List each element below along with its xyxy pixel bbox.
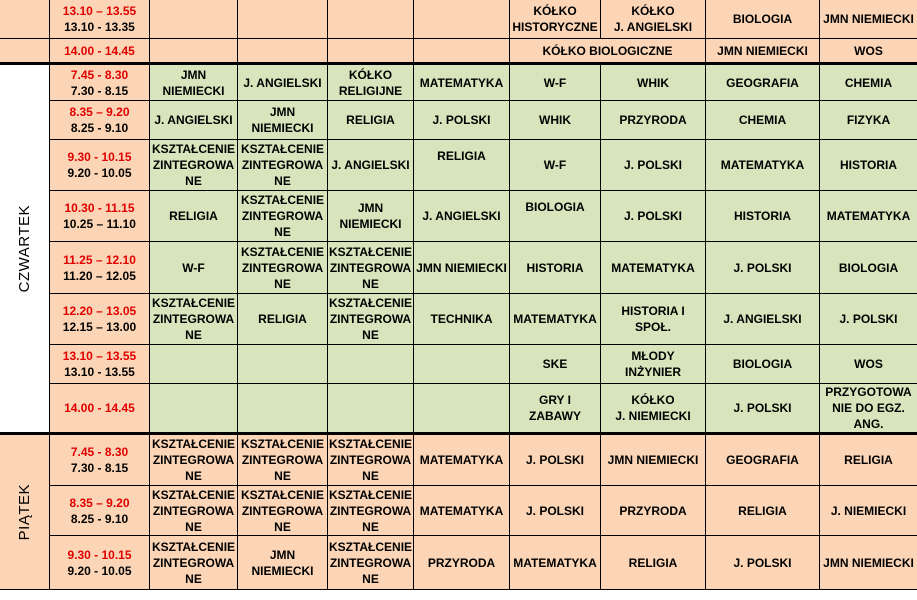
lesson-cell: PRZYRODA: [601, 486, 706, 536]
lesson-cell: J. POLSKI: [414, 101, 510, 140]
lesson-cell: [328, 0, 414, 39]
lesson-cell: [150, 0, 238, 39]
lesson-cell: JMN NIEMIECKI: [414, 242, 510, 294]
time-class: 10.25 – 11.10: [63, 217, 136, 231]
lesson-cell: BIOLOGIA: [820, 242, 917, 294]
lesson-cell: RELIGIA: [328, 101, 414, 140]
lesson-cell: J. POLSKI: [706, 384, 820, 433]
lesson-cell: KÓŁKO HISTORYCZNE: [510, 0, 601, 39]
lesson-cell: KÓŁKO J. NIEMIECKI: [601, 384, 706, 433]
lesson-cell: KSZTAŁCENIE ZINTEGROWA NE: [150, 486, 238, 536]
lesson-cell: KSZTAŁCENIE ZINTEGROWA NE: [150, 433, 238, 486]
time-class: 13.10 - 13.35: [64, 20, 135, 34]
lesson-cell: J. ANGIELSKI: [238, 63, 328, 101]
lesson-cell: GEOGRAFIA: [706, 63, 820, 101]
gutter-cell: [0, 39, 50, 63]
lesson-cell: MŁODY INŻYNIER: [601, 345, 706, 384]
lesson-cell: J. ANGIELSKI: [414, 191, 510, 242]
lesson-cell: MATEMATYKA: [601, 242, 706, 294]
lesson-cell: BIOLOGIA: [706, 0, 820, 39]
lesson-cell: MATEMATYKA: [414, 63, 510, 101]
lesson-cell: WOS: [820, 39, 917, 63]
time-class: 7.30 - 8.15: [70, 83, 129, 98]
lesson-cell: J. POLSKI: [510, 486, 601, 536]
lesson-cell: J. POLSKI: [706, 242, 820, 294]
time-cell: [50, 140, 150, 191]
gutter-cell: [0, 0, 50, 39]
lesson-cell: KSZTAŁCENIE ZINTEGROWA NE: [238, 433, 328, 486]
lesson-cell: J. ANGIELSKI: [328, 140, 414, 191]
time-school: 9.30 - 10.15: [67, 150, 132, 164]
time-cell: [50, 242, 150, 294]
lesson-cell: JMN NIEMIECKI: [820, 0, 917, 39]
time-cell: [50, 39, 150, 63]
lesson-cell: [328, 384, 414, 433]
lesson-cell: [414, 384, 510, 433]
time-class: 7.30 - 8.15: [70, 461, 129, 475]
time-school: 11.25 – 12.10: [63, 252, 136, 267]
time-cell: [50, 486, 150, 536]
lesson-cell: RELIGIA: [414, 140, 510, 191]
lesson-cell: WHIK: [510, 101, 601, 140]
lesson-cell: KSZTAŁCENIE ZINTEGROWA NE: [328, 294, 414, 345]
time-class: 9.20 - 10.05: [67, 563, 132, 578]
day-label-thursday: [0, 63, 50, 433]
lesson-cell: CHEMIA: [706, 101, 820, 140]
time-school: 10.30 - 11.15: [64, 201, 135, 215]
time-cell: [50, 0, 150, 39]
lesson-cell: J. POLSKI: [820, 294, 917, 345]
time-class: 9.20 - 10.05: [67, 166, 132, 180]
lesson-cell: HISTORIA: [510, 242, 601, 294]
time-school: 8.35 – 9.20: [69, 105, 130, 119]
lesson-cell: WHIK: [601, 63, 706, 101]
lesson-cell: FIZYKA: [820, 101, 917, 140]
lesson-cell: KSZTAŁCENIE ZINTEGROWA NE: [238, 242, 328, 294]
lesson-cell: PRZYGOTOWA NIE DO EGZ. ANG.: [820, 384, 917, 433]
time-cell: [50, 191, 150, 242]
time-school: 9.30 - 10.15: [67, 547, 132, 562]
lesson-cell: GRY I ZABAWY: [510, 384, 601, 433]
lesson-cell: J. ANGIELSKI: [150, 101, 238, 140]
time-cell: [50, 536, 150, 590]
lesson-cell: [414, 345, 510, 384]
lesson-cell: W-F: [510, 63, 601, 101]
lesson-cell: PRZYRODA: [601, 101, 706, 140]
lesson-cell: KSZTAŁCENIE ZINTEGROWA NE: [328, 486, 414, 536]
lesson-cell: [238, 39, 328, 63]
time-cell: [50, 345, 150, 384]
lesson-cell: MATEMATYKA: [414, 433, 510, 486]
lesson-cell: CHEMIA: [820, 63, 917, 101]
lesson-cell: W-F: [150, 242, 238, 294]
time-school: 14.00 - 14.45: [64, 43, 135, 58]
lesson-cell: [238, 345, 328, 384]
lesson-cell: J. POLSKI: [601, 191, 706, 242]
lesson-cell: RELIGIA: [820, 433, 917, 486]
lesson-cell: [150, 39, 238, 63]
time-cell: [50, 63, 150, 101]
lesson-cell: KSZTAŁCENIE ZINTEGROWA NE: [238, 140, 328, 191]
lesson-cell: [238, 384, 328, 433]
lesson-cell: MATEMATYKA: [820, 191, 917, 242]
lesson-cell: HISTORIA: [820, 140, 917, 191]
lesson-cell: WOS: [820, 345, 917, 384]
lesson-cell: PRZYRODA: [414, 536, 510, 590]
lesson-cell: KSZTAŁCENIE ZINTEGROWA NE: [150, 294, 238, 345]
time-cell: [50, 294, 150, 345]
lesson-cell: HISTORIA: [706, 191, 820, 242]
lesson-cell: JMN NIEMIECKI: [238, 101, 328, 140]
lesson-cell: SKE: [510, 345, 601, 384]
lesson-cell: KSZTAŁCENIE ZINTEGROWA NE: [328, 433, 414, 486]
lesson-cell: [414, 39, 510, 63]
time-class: 13.10 - 13.55: [64, 365, 135, 379]
lesson-cell: J. POLSKI: [706, 536, 820, 590]
lesson-cell: MATEMATYKA: [414, 486, 510, 536]
lesson-cell: [328, 39, 414, 63]
lesson-cell: JMN NIEMIECKI: [706, 39, 820, 63]
lesson-cell: W-F: [510, 140, 601, 191]
lesson-cell: RELIGIA: [601, 536, 706, 590]
lesson-cell: KSZTAŁCENIE ZINTEGROWA NE: [328, 242, 414, 294]
time-class: 11.20 – 12.05: [63, 268, 136, 283]
lesson-cell: [328, 345, 414, 384]
lesson-cell: KÓŁKO J. ANGIELSKI: [601, 0, 706, 39]
lesson-cell: RELIGIA: [238, 294, 328, 345]
time-school: 7.45 - 8.30: [70, 67, 129, 82]
time-school: 7.45 - 8.30: [70, 445, 129, 459]
time-school: 12.20 – 13.05: [62, 304, 137, 318]
lesson-cell: GEOGRAFIA: [706, 433, 820, 486]
lesson-cell: BIOLOGIA: [706, 345, 820, 384]
lesson-cell: JMN NIEMIECKI: [150, 63, 238, 101]
lesson-cell: JMN NIEMIECKI: [820, 536, 917, 590]
lesson-cell: JMN NIEMIECKI: [328, 191, 414, 242]
lesson-cell: KSZTAŁCENIE ZINTEGROWA NE: [238, 486, 328, 536]
lesson-cell: [150, 384, 238, 433]
time-class: 8.25 - 9.10: [70, 511, 129, 526]
lesson-cell: KÓŁKO BIOLOGICZNE: [510, 39, 706, 63]
time-cell: [50, 384, 150, 433]
lesson-cell: JMN NIEMIECKI: [238, 536, 328, 590]
lesson-cell: RELIGIA: [706, 486, 820, 536]
lesson-cell: [414, 0, 510, 39]
lesson-cell: RELIGIA: [150, 191, 238, 242]
time-cell: [50, 433, 150, 486]
time-school: 14.00 - 14.45: [64, 401, 135, 415]
lesson-cell: KSZTAŁCENIE ZINTEGROWA NE: [328, 536, 414, 590]
lesson-cell: HISTORIA I SPOŁ.: [601, 294, 706, 345]
lesson-cell: MATEMATYKA: [510, 294, 601, 345]
lesson-cell: J. POLSKI: [601, 140, 706, 191]
lesson-cell: KÓŁKO RELIGIJNE: [328, 63, 414, 101]
lesson-cell: [238, 0, 328, 39]
time-class: 12.15 – 13.00: [62, 320, 137, 334]
lesson-cell: MATEMATYKA: [706, 140, 820, 191]
day-name: CZWARTEK: [16, 204, 33, 293]
lesson-cell: J. NIEMIECKI: [820, 486, 917, 536]
lesson-cell: MATEMATYKA: [510, 536, 601, 590]
lesson-cell: TECHNIKA: [414, 294, 510, 345]
lesson-cell: J. POLSKI: [510, 433, 601, 486]
time-school: 8.35 – 9.20: [69, 495, 130, 510]
lesson-cell: [150, 345, 238, 384]
lesson-cell: KSZTAŁCENIE ZINTEGROWA NE: [238, 191, 328, 242]
time-school: 13.10 – 13.55: [62, 4, 137, 18]
lesson-cell: JMN NIEMIECKI: [601, 433, 706, 486]
lesson-cell: BIOLOGIA: [510, 191, 601, 242]
lesson-cell: J. ANGIELSKI: [706, 294, 820, 345]
time-cell: [50, 101, 150, 140]
time-class: 8.25 - 9.10: [70, 121, 129, 135]
lesson-cell: KSZTAŁCENIE ZINTEGROWA NE: [150, 536, 238, 590]
time-school: 13.10 – 13.55: [62, 349, 137, 363]
day-name: PIĄTEK: [16, 483, 33, 541]
day-label-friday: [0, 433, 50, 590]
lesson-cell: KSZTAŁCENIE ZINTEGROWA NE: [150, 140, 238, 191]
